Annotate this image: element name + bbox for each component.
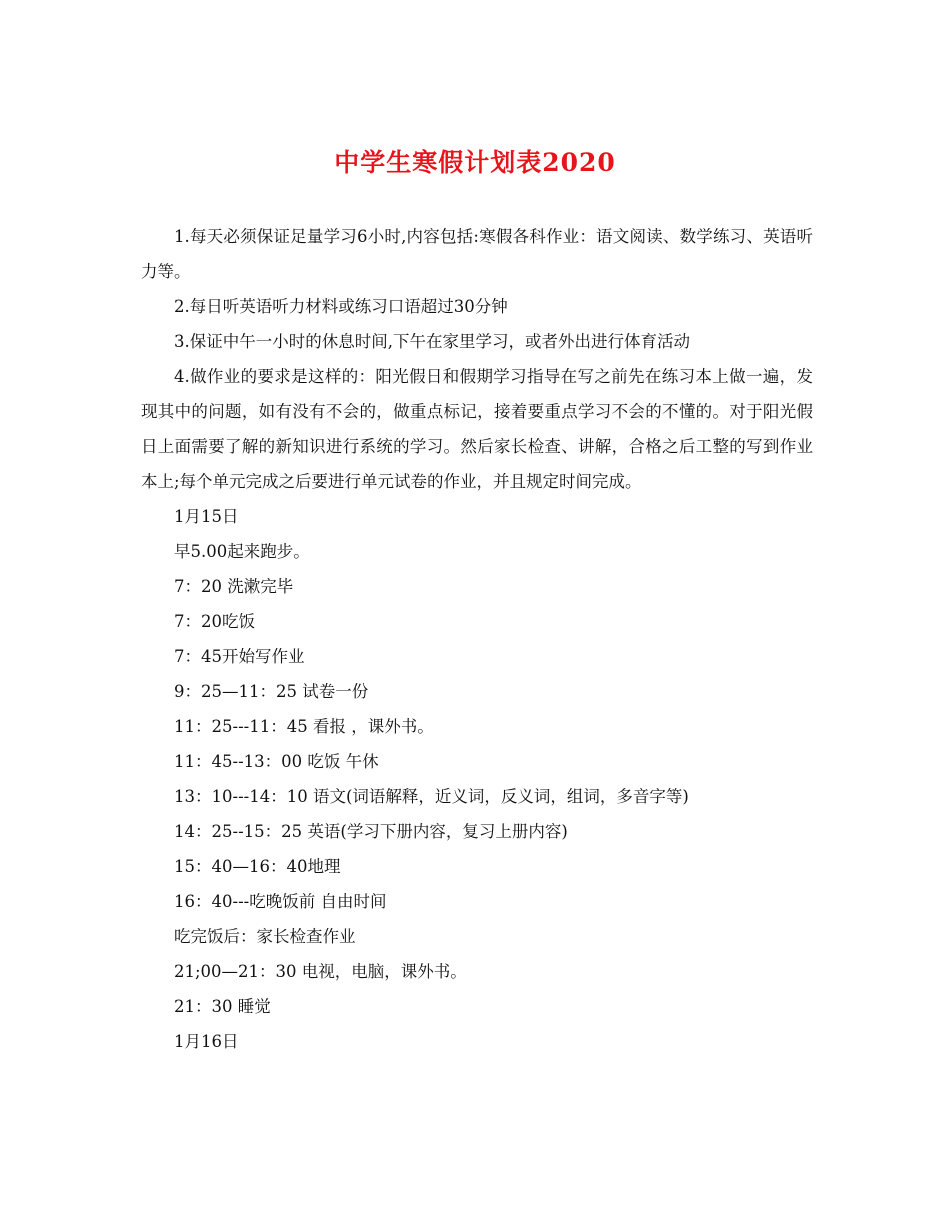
schedule-line: 13：10---14：10 语文(词语解释，近义词，反义词，组词，多音字等) (174, 787, 689, 806)
schedule-line: 吃完饭后：家长检查作业 (174, 927, 356, 946)
schedule-line: 15：40—16：40地理 (174, 857, 341, 876)
schedule-line: 14：25--15：25 英语(学习下册内容，复习上册内容) (174, 822, 568, 841)
document-body (141, 219, 813, 1059)
paragraph-4: 4.做作业的要求是这样的：阳光假日和假期学习指导在写之前先在练习本上做一遍，发现其中的问题，如有没有不会的，做重点标记，接着要重点学习不会的不懂的。对于阳光假日上面需要了解的新知识进行系统的学习。然后家长检查、讲解，合格之后工整的写到作业本上;每个单元完成之后要进行单元试卷的作业，并且规定时间完成。 (141, 367, 813, 491)
schedule-line: 7：20吃饭 (174, 612, 255, 631)
schedule-line: 21：30 睡觉 (174, 997, 271, 1016)
schedule-line: 7：45开始写作业 (174, 647, 305, 666)
schedule-line: 21;00—21：30 电视，电脑，课外书。 (174, 962, 467, 981)
paragraph-1: 1.每天必须保证足量学习6小时,内容包括:寒假各科作业：语文阅读、数学练习、英语听力等。 (141, 227, 813, 281)
document-title: 中学生寒假计划表2020 (334, 148, 616, 177)
schedule-line: 11：45--13：00 吃饭 午休 (174, 752, 379, 771)
schedule-line: 7：20 洗漱完毕 (174, 577, 294, 596)
schedule-line: 9：25—11：25 试卷一份 (174, 682, 369, 701)
schedule-line: 11：25---11：45 看报 ，课外书。 (174, 717, 434, 736)
schedule-date: 1月16日 (174, 1032, 239, 1051)
schedule-line: 早5.00起来跑步。 (174, 542, 310, 561)
paragraph-3: 3.保证中午一小时的休息时间,下午在家里学习，或者外出进行体育活动 (174, 332, 690, 351)
schedule-date: 1月15日 (174, 507, 239, 526)
schedule-line: 16：40---吃晚饭前 自由时间 (174, 892, 387, 911)
paragraph-2: 2.每日听英语听力材料或练习口语超过30分钟 (174, 297, 508, 316)
